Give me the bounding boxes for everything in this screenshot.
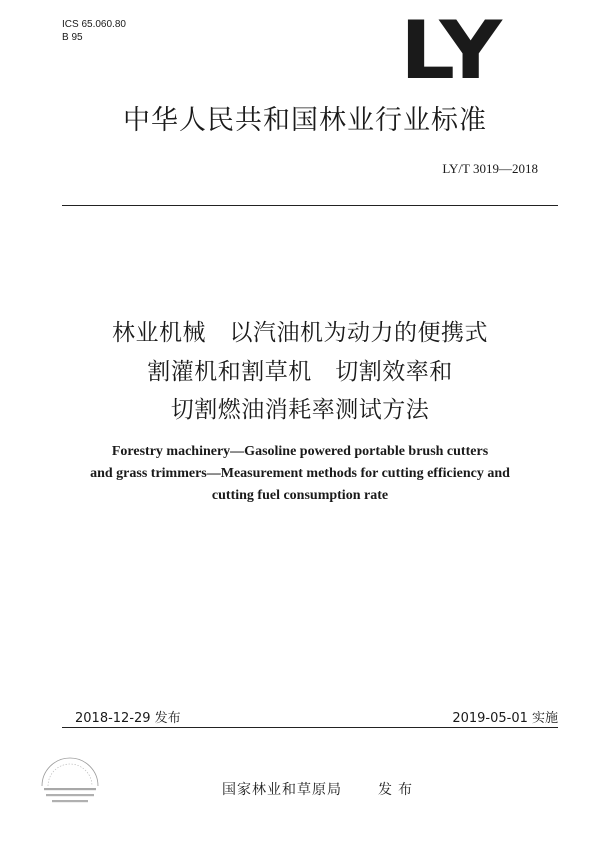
cn-title-line-2: 割灌机和割草机 切割效率和 bbox=[147, 359, 453, 385]
ics-code: ICS 65.060.80 bbox=[62, 19, 126, 30]
publisher-name: 国家林业和草原局 bbox=[222, 782, 342, 798]
implementation-date: 2019-05-01 实施 bbox=[452, 711, 558, 726]
bottom-divider bbox=[62, 727, 558, 728]
watermark-stamp-icon bbox=[28, 752, 110, 814]
standard-logo: LY bbox=[400, 4, 500, 97]
publish-label: 发布 bbox=[378, 782, 418, 798]
standard-number: LY/T 3019—2018 bbox=[442, 161, 538, 176]
cn-title-line-3: 切割燃油消耗率测试方法 bbox=[170, 397, 430, 423]
top-divider bbox=[62, 205, 558, 206]
standard-category-title: 中华人民共和国林业行业标准 bbox=[123, 105, 487, 136]
en-title-line-2: and grass trimmers—Measurement methods for cutting efficiency and bbox=[90, 466, 510, 481]
en-title-line-3: cutting fuel consumption rate bbox=[211, 488, 389, 503]
ccs-code: B 95 bbox=[62, 32, 83, 43]
en-title-line-1: Forestry machinery—Gasoline powered portable brush cutters bbox=[111, 444, 489, 459]
cn-title-line-1: 林业机械 以汽油机为动力的便携式 bbox=[112, 320, 488, 346]
issue-date: 2018-12-29 发布 bbox=[75, 711, 181, 726]
